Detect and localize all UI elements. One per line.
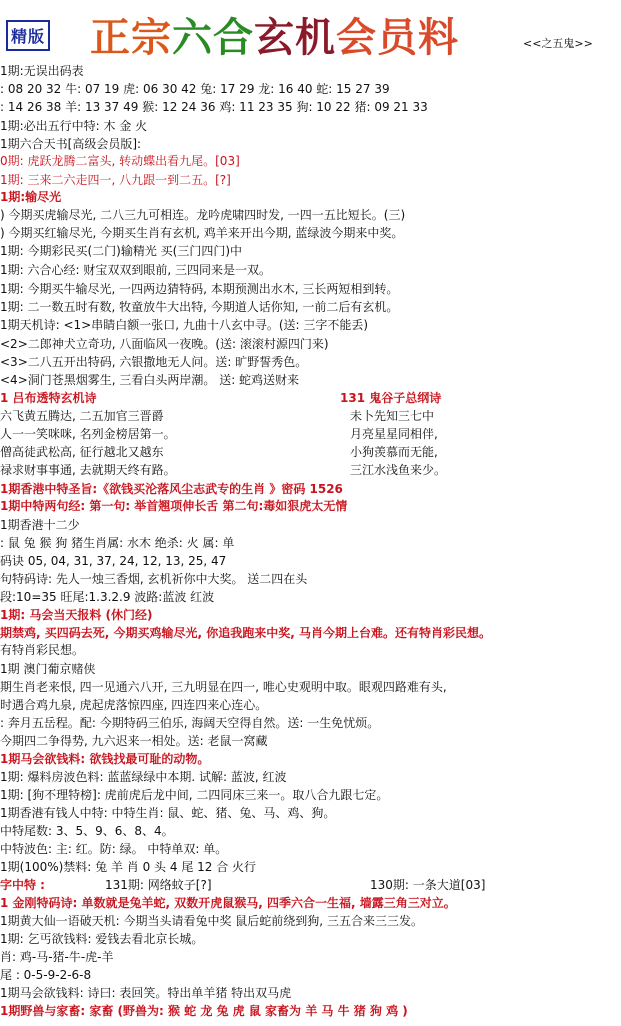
text-line: 有特肖彩民想。 [0,643,85,657]
text-line: 中特尾数: 3、5、9、6、8、4。 [0,824,174,838]
text-line: 段:10=35 旺尾:1.3.2.9 波路:蓝波 红波 [0,590,215,604]
title-part-2: 六合 [172,14,254,61]
text-line: ) 今期买虎输尽光, 二八三九可相连。龙吟虎啸四时发, 一四一五比短长。(三) [0,208,406,222]
title-part-3: 玄机 [254,14,336,61]
text-line: 禄求财事事通, 去就期天终有路。 [0,463,176,477]
text-line: 1期: 乞丐欲钱料: 爱钱去看北京长城。 [0,932,204,946]
text-line: 1期中特两句经: 第一句: 举首翘项伸长舌 第二句:毒如狠虎太无情 [0,499,348,513]
text-line: : 鼠 兔 猴 狗 猪生肖属: 水木 绝杀: 火 属: 单 [0,536,235,550]
text-line: <3>二八五开出特码, 六银撒地无人问。送: 旷野誓秀色。 [0,355,308,369]
text-line: 未卜先知三七中 [350,409,435,423]
text-line: 1期(100%)禁料: 兔 羊 肖 0 头 4 尾 12 合 火行 [0,860,257,874]
text-line: 1期马会欲钱料: 欲钱找最可耻的动物。 [0,752,210,766]
text-line: 130期: 一条大道[03] [370,878,486,892]
text-line: 月亮星星同相伴, [350,427,438,441]
text-line: 期禁鸡, 买四码去死, 今期买鸡输尽光, 你追我跑来中奖, 马肖今期上台难。还有特肖彩民想。 [0,626,491,640]
text-line: 时遇合鸡九泉, 虎起虎落惊四座, 四连四来心连心。 [0,698,268,712]
text-line: 字中特 : [0,878,45,892]
text-line: 肖: 鸡-马-猪-牛-虎-羊 [0,950,114,964]
text-line: <2>二郎神犬立奇功, 八面临风一夜晚。(送: 滚滚村源四门来) [0,337,329,351]
text-line: 期生肖老来恨, 四一见通六八开, 三九明显在四一, 唯心史观明中取。眼观四路难有头, [0,680,447,694]
text-line: 1 金刚特码诗: 单数就是兔羊蛇, 双数开虎鼠猴马, 四季六合一生福, 墙露三角三对立。 [0,896,456,910]
text-line: ) 今期买红输尽光, 今期买生肖有玄机, 鸡羊来开出今期, 蓝绿波今期来中奖。 [0,226,404,240]
text-line: 尾 : 0-5-9-2-6-8 [0,968,92,982]
text-line: : 14 26 38 羊: 13 37 49 猴: 12 24 36 鸡: 11 23 35 狗: 10 22 猪: 09 21 33 [0,100,428,114]
page-subtitle: <<之五鬼>> [523,37,593,50]
title-part-1: 正宗 [90,14,172,61]
text-line: 1期:无误出码表 [0,64,84,78]
text-line: 僧高徒武松高, 征行越北又越东 [0,445,164,459]
page-title [90,6,459,63]
text-line: 1期六合天书[高级会员版]: [0,137,142,151]
text-line: 1期香港中特圣旨:《欲钱买沦落风尘志武专的生肖 》密码 1526 [0,482,343,496]
text-line: 1 吕布透特玄机诗 [0,391,97,405]
text-line: 句特码诗: 先人一烛三香烟, 玄机祈你中大奖。 送二四在头 [0,572,308,586]
text-line: 1期: 今期彩民买(二门)输精光 买(三门四门)中 [0,244,243,258]
text-line: 小狗羡慕而无能, [350,445,438,459]
text-line: : 奔月五岳程。配: 今期特码三伯乐, 海阔天空得自然。送: 一生免忧烦。 [0,716,380,730]
text-line: 0期: 虎跃龙腾二富头, 转动蝶出看九尾。[03] [0,154,240,168]
text-line: 三江水浅鱼来少。 [350,463,447,477]
text-line: 1期: 马会当天报料 (休门经) [0,608,153,622]
text-line: 人一一笑咪咪, 名列金榜居第一。 [0,427,176,441]
text-line: 码诀 05, 04, 31, 37, 24, 12, 13, 25, 47 [0,554,227,568]
text-line: 1期: 三来二六走四一, 八九跟一到二五。[?] [0,173,231,187]
text-line: 1期 澳门葡京赌侠 [0,662,96,676]
text-line: 1期:输尽光 [0,190,62,204]
title-part-4: 会员料 [336,14,459,61]
text-line: 1期: 爆料房波色料: 蓝蓝绿绿中本期. 试解: 蓝波, 红波 [0,770,287,784]
text-line: 131期: 网络蚊子[?] [105,878,212,892]
text-line: 1期马会欲钱料: 诗曰: 表回笑。特出单羊猪 特出双马虎 [0,986,292,1000]
text-line: 1期香港十二少 [0,518,80,532]
text-line: 1期: 二一数五时有数, 牧童放牛大出特, 今期道人话你知, 一前二后有玄机。 [0,300,399,314]
text-line: 中特波色: 主: 红。防: 绿。 中特单双: 单。 [0,842,228,856]
text-line: 1期野兽与家畜: 家畜 (野兽为: 猴 蛇 龙 兔 虎 鼠 家畜为 羊 马 牛 猪 狗 鸡 ) [0,1004,408,1018]
text-line: 1期:必出五行中特: 木 金 火 [0,119,148,133]
text-line: 1期: [狗不理特榜]: 虎前虎后龙中间, 二四同床三来一。取八合九跟七定。 [0,788,389,802]
text-line: 六飞黄五腾达, 二五加官三晋爵 [0,409,164,423]
edition-badge: 精版 [6,20,50,51]
text-line: 1期: 今期买牛输尽光, 一四两边猜特码, 本期预测出水木, 三长两短相到转。 [0,282,399,296]
text-line: 1期天机诗: <1>串睛白额一张口, 九曲十八玄中寻。(送: 三字不能丢) [0,318,369,332]
text-line: <4>洞门苍黑烟雾生, 三看白头两岸潮。 送: 蛇鸡送财来 [0,373,300,387]
text-line: 今期四二争得势, 九六迟来一相处。送: 老鼠一窝藏 [0,734,268,748]
text-line: 1期黄大仙一语破天机: 今期当头请看兔中奖 鼠后蛇前绕到狗, 三五合来三三发。 [0,914,423,928]
text-line: : 08 20 32 牛: 07 19 虎: 06 30 42 兔: 17 29 龙: 16 40 蛇: 15 27 39 [0,82,390,96]
text-line: 131 鬼谷子总纲诗 [340,391,442,405]
text-line: 1期: 六合心经: 财宝双双到眼前, 三四同来是一双。 [0,263,271,277]
text-line: 1期香港有钱人中特: 中特生肖: 鼠、蛇、猪、兔、马、鸡、狗。 [0,806,336,820]
